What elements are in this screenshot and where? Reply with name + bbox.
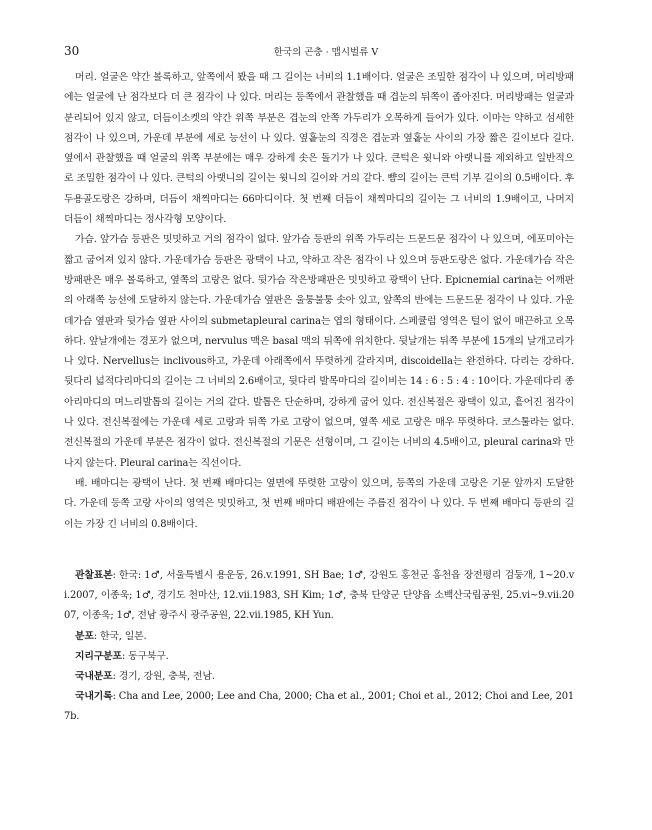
distribution [64,627,574,647]
distribution-label: 분포 [75,630,94,642]
specimen-section [64,566,574,728]
zoogeographic-label: 지리구분포 [75,650,122,662]
domestic-records-label: 국내기록 [75,691,113,703]
domestic-distribution-text: : 경기, 강원, 충북, 전남. [112,671,215,683]
domestic-distribution-label: 국내분포 [75,671,113,683]
paragraph-abdomen: 배. 배마디는 광택이 난다. 첫 번째 배마디는 옆면에 뚜렷한 고랑이 있으며, 등쪽의 가운데 고랑은 기문 앞까지 도달한다. 가운데 등쪽 고랑 사이의 영역은 밋밋하고, 첫 번째 배마디 배판에는 주름진 점각이 나 있다. 두 번째 배마디 등판의 길이는 가장 긴 너비의 0.8배이다. [64,477,574,530]
page-number: 30 [64,44,80,58]
distribution-text: : 한국, 일본. [93,630,147,642]
zoogeographic-distribution [64,647,574,667]
examined-specimens-text: : 한국: 1♂, 서울특별시 용운동, 26.v.1991, SH Bae; 1♂, 강원도 홍천군 홍천읍 장전평리 검둥개, 1~20.vi.2007, 이종욱; 1♂, 경기도 천마산, 12.vii.1983, SH Kim; 1♂, 충북 단양군 단양읍 소백산국립공원, 25.vi~9.vii.2007, 이종욱; 1♂, 전남 광주시 광주공원, 22.vii.1985, KH Yun. [64,570,574,622]
examined-specimens-label: 관찰표본 [75,570,113,581]
domestic-records [64,687,574,727]
paragraph-head: 머리. 얼굴은 약간 볼록하고, 앞쪽에서 봤을 때 그 길이는 너비의 1.1배이다. 얼굴은 조밀한 점각이 나 있으며, 머리방패에는 얼굴에 난 점각보다 더 큰 점각이 나 있다. 머리는 등쪽에서 관찰했을 때 겹눈의 뒤쪽이 좁아진다. 머리방패는 얼굴과 분리되어 있지 않고, 더듬이소켓의 약간 위쪽 부분은 겹눈의 안쪽 가두리가 오목하게 들어가 있다. 이마는 약하고 섬세한 점각이 나 있으며, 가운데 부분에 세로 능선이 나 있다. 옆홑눈의 직경은 겹눈과 옆홑눈 사이의 가장 짧은 길이보다 길다. 옆에서 관찰했을 때 얼굴의 위쪽 부분에는 매우 강하게 솟은 돌기가 나 있다. 큰턱은 윗니와 아랫니를 제외하고 일반적으로 조밀한 점각이 나 있다. 큰턱의 아랫니의 길이는 윗니의 길이와 거의 같다. 뺨의 길이는 큰턱 기부 길이의 0.5배이다. 후두용골도랑은 강하며, 더듬이 채찍마디는 66마디이다. 첫 번째 더듬이 채찍마디의 길이는 그 너비의 1.9배이고, 나머지 더듬이 채찍마디는 정사각형 모양이다. [64,72,574,226]
domestic-distribution [64,667,574,687]
zoogeographic-text: : 동구북구. [121,650,169,662]
examined-specimens [64,566,574,627]
paragraph-thorax: 가슴. 앞가슴 등판은 밋밋하고 거의 점각이 없다. 앞가슴 등판의 위쪽 가두리는 드문드문 점각이 나 있으며, 에포미아는 짧고 굽어져 있지 않다. 가운데가슴 등판은 광택이 나고, 약하고 작은 점각이 나 있으며 등판도랑은 없다. 가운데가슴 작은방패판은 매우 볼록하고, 옆쪽의 고랑은 없다. 뒷가슴 작은방패판은 밋밋하고 광택이 난다. Epicnemial carina는 어깨판의 아래쪽 능선에 도달하지 않는다. 가운데가슴 옆판은 울퉁불퉁 솟아 있고, 앞쪽의 반에는 드문드문 점각이 나 있다. 가운데가슴 옆판과 뒷가슴 옆판 사이의 submetapleural carina는 엽의 형태이다. 스페큘럼 영역은 털이 없이 매끈하고 오목하다. 앞날개에는 경포가 없으며, nervulus 맥은 basal 맥의 뒤쪽에 위치한다. 뒷날개는 뒤쪽 부분에 15개의 날개고리가 나 있다. Nervellus는 inclivous하고, 가운데 아래쪽에서 뚜렷하게 갈라지며, discoidella는 완전하다. 다리는 강하다. 뒷다리 넓적다리마디의 길이는 그 너비의 2.6배이고, 뒷다리 발목마디의 길이비는 14 : 6 : 5 : 4 : 10이다. 가운데다리 종아리마디의 며느리발톱의 길이는 거의 같다. 발톱은 단순하며, 강하게 굽어 있다. 전신복절은 광택이 있고, 흩어진 점각이 나 있다. 전신복절에는 가운데 세로 고랑과 뒤쪽 가로 고랑이 없으며, 옆쪽 세로 고랑은 매우 뚜렷하다. 코스툴라는 없다. 전신복절의 가운데 부분은 점각이 없다. 전신복절의 기문은 선형이며, 그 길이는 너비의 4.5배이고, pleural carina와 만나지 않는다. Pleural carina는 직선이다. [64,234,574,469]
description-body [64,68,574,535]
running-title: 한국의 곤충 · 맵시벌류 V [273,47,379,58]
domestic-records-text: : Cha and Lee, 2000; Lee and Cha, 2000; Cha et al., 2001; Choi et al., 2012; Choi and Lee, 2017b. [64,691,574,723]
